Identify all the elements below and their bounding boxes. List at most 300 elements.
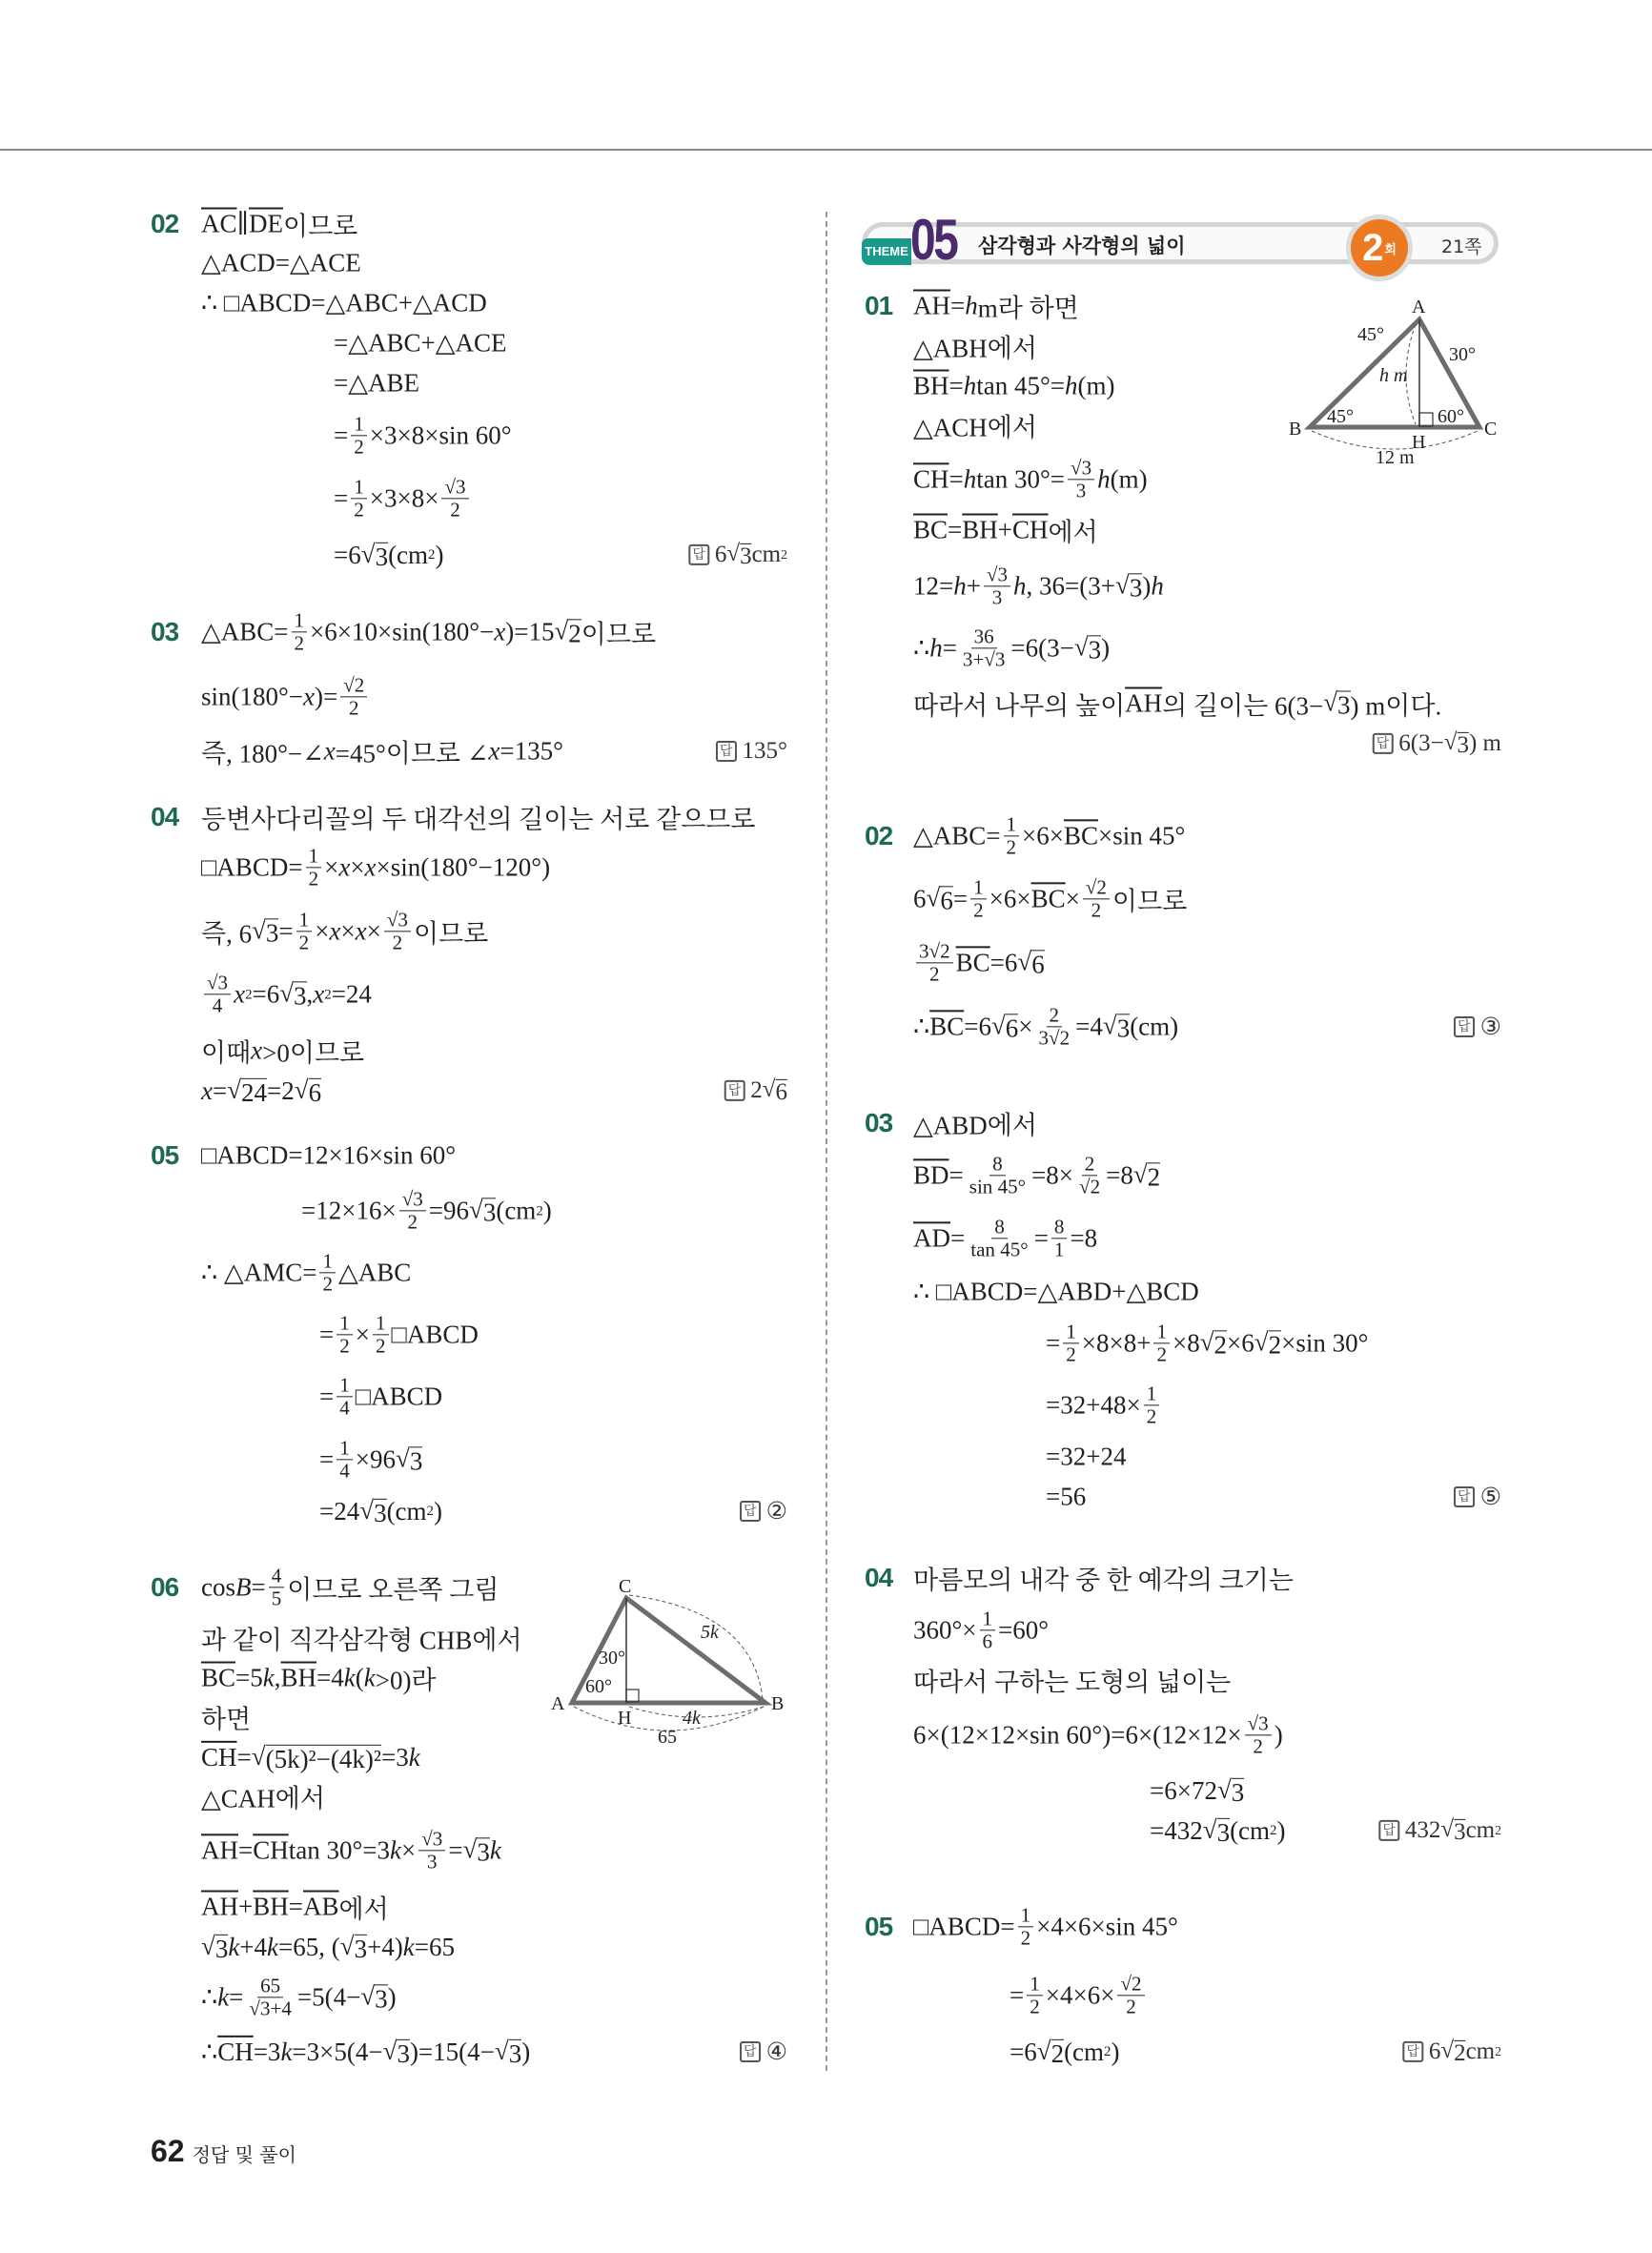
solution-line: [913, 1662, 1231, 1699]
denominator: sin 45°: [969, 1175, 1027, 1198]
square-root: [1200, 1328, 1227, 1359]
fraction: [319, 1250, 336, 1295]
fraction: [351, 413, 367, 458]
solution-line: [201, 1660, 437, 1697]
answer: 답 6 √ 3 cm 2: [688, 541, 787, 569]
text-run: ×sin(180°−120°): [376, 852, 551, 882]
text-run: ): [1101, 633, 1111, 663]
text-run: ): [1276, 1815, 1286, 1845]
text-run: ×4×6×sin 45°: [1036, 1912, 1178, 1941]
text-run: ): [542, 1196, 552, 1225]
text-run: =: [229, 1982, 244, 2012]
answer: 답 6 √ 2 cm 2: [1402, 2038, 1501, 2066]
text-run: +: [238, 1892, 254, 1921]
problem-number: 05: [865, 1912, 893, 1941]
solution-line: [334, 329, 507, 358]
text-run: )=15: [505, 617, 555, 646]
fraction: [340, 674, 367, 719]
answer-icon: 답: [688, 544, 709, 565]
denominator: 2: [1091, 898, 1102, 922]
numerator: 1: [980, 1608, 996, 1630]
denominator: 2: [1020, 1926, 1031, 1950]
square-root: [1017, 948, 1044, 978]
variable: k: [228, 1932, 240, 1961]
label-A: A: [1412, 297, 1426, 317]
denominator: 4: [212, 993, 223, 1017]
denominator: 2: [929, 962, 940, 986]
text-run: =△ABE: [334, 368, 419, 398]
text-run: 마름모의 내각 중 한 예각의 크기는: [913, 1566, 1294, 1595]
radicand: √ 3: [375, 1984, 388, 2014]
square-root: [1440, 2038, 1465, 2066]
text-run: 따라서 구하는 도형의 넓이는: [913, 1668, 1232, 1697]
numerator: 1: [351, 476, 367, 499]
fraction: [337, 1437, 353, 1482]
radicand: √ 3: [1231, 1777, 1245, 1807]
text-run: =: [950, 1223, 966, 1253]
text-run: cm: [1465, 2038, 1496, 2064]
angle-45-top: 45°: [1357, 324, 1384, 345]
numerator: 1: [351, 413, 367, 436]
square-root: [726, 541, 751, 569]
text-run: +: [997, 515, 1013, 544]
text-run: =96: [428, 1196, 469, 1225]
square-root: [1037, 2037, 1064, 2067]
solution-line: [913, 1278, 1199, 1307]
segment-label: $\overline{BC}$: [201, 1663, 236, 1692]
variable: k: [280, 2037, 293, 2066]
numerator: √3: [384, 909, 411, 932]
text-run: =: [319, 1382, 335, 1411]
text-run: sin(180°−: [201, 682, 304, 711]
fraction: [1063, 1321, 1079, 1365]
text-run: =: [334, 420, 349, 450]
problem-number: 03: [151, 617, 179, 646]
text-run: 과 같이 직각삼각형 CHB에서: [201, 1626, 522, 1655]
text-run: =: [236, 1742, 252, 1772]
radicand: √ 3: [1129, 573, 1143, 603]
segment-label: $\overline{AH}$: [201, 1835, 238, 1865]
text-run: =: [448, 1835, 463, 1865]
text-run: =12×16×: [301, 1196, 397, 1225]
fraction: [269, 1565, 285, 1609]
text-run: □ABCD=: [201, 852, 303, 882]
denominator: 2: [376, 1334, 386, 1358]
radicand: √ 2: [1214, 1330, 1228, 1360]
numerator: 1: [1153, 1321, 1170, 1343]
theme-title: 삼각형과 사각형의 넓이: [978, 235, 1186, 257]
answer: [1454, 1013, 1501, 1041]
solution-line: [201, 249, 361, 278]
text-run: ×: [324, 852, 339, 882]
numerator: 1: [970, 876, 987, 899]
solution-line: [1010, 1973, 1148, 2017]
text-run: ∴: [913, 1012, 930, 1041]
denominator: 3: [1075, 479, 1087, 502]
fraction: [351, 476, 367, 521]
square-root: [201, 1932, 228, 1962]
radicand: √ (5k)²−(4k)²: [265, 1744, 381, 1773]
round-badge: [1346, 215, 1413, 281]
solution-line: [201, 1033, 364, 1070]
text-run: △ABH에서: [913, 334, 1037, 363]
fraction: [292, 609, 308, 654]
square-root: [1074, 633, 1101, 664]
numerator: 2: [1082, 1153, 1098, 1176]
text-run: 6: [913, 884, 927, 913]
text-run: (cm: [1064, 2037, 1105, 2066]
label-B: B: [1289, 419, 1302, 440]
answer-icon: 답: [1402, 2041, 1423, 2062]
solution-line: [913, 457, 1148, 502]
variable: h: [963, 464, 977, 494]
solution-line: [913, 407, 1037, 444]
solution-line: [1150, 1775, 1244, 1806]
problem-number: 05: [151, 1140, 179, 1170]
text-run: , 36=(3+: [1026, 571, 1115, 601]
text-run: ,: [274, 1663, 281, 1692]
text-run: △ACD=△ACE: [201, 248, 361, 277]
numerator: √3: [441, 476, 468, 499]
text-run: =6: [334, 540, 361, 569]
text-run: tan 30°=: [976, 464, 1066, 494]
variable: k: [217, 1982, 230, 2012]
fraction: [967, 1153, 1029, 1198]
solution-line: [913, 1004, 1178, 1049]
text-run: =24: [319, 1496, 360, 1526]
variable: x: [329, 916, 341, 946]
square-root: [340, 1932, 367, 1962]
text-run: (cm: [496, 1196, 537, 1225]
radicand: √ 6: [1031, 950, 1045, 979]
radicand: √ 3: [740, 543, 752, 569]
text-run: ×8: [1172, 1328, 1200, 1358]
text-run: △CAH에서: [201, 1784, 325, 1813]
angle-30: 30°: [1449, 344, 1476, 365]
denominator: 2: [1030, 1995, 1040, 2018]
denominator: 2: [298, 931, 310, 954]
denominator: 1: [1053, 1238, 1065, 1261]
text-run: 이므로: [283, 212, 358, 241]
square-root: [396, 1444, 422, 1475]
text-run: ×4×6×: [1045, 1980, 1115, 2010]
denominator: 2: [1156, 1342, 1167, 1366]
fraction: [418, 1828, 445, 1873]
text-run: ×: [1018, 1012, 1033, 1041]
text-run: 6(3−: [1398, 730, 1444, 756]
text-run: +: [966, 571, 981, 601]
text-run: □ABCD=: [913, 1912, 1015, 1941]
text-run: ×: [401, 1835, 417, 1865]
solution-line: [913, 1105, 1037, 1142]
text-run: ∴ △AMC=: [201, 1258, 317, 1287]
text-run: (cm): [1130, 1012, 1179, 1041]
denominator: 3+√3: [962, 647, 1006, 671]
text-run: =8: [1106, 1160, 1133, 1190]
segment-label: $\overline{AH}$: [201, 1892, 238, 1921]
segment-label: $\overline{BC}$: [955, 948, 990, 977]
text-run: =4: [316, 1663, 344, 1692]
square-root: [1444, 729, 1469, 758]
solution-line: [334, 369, 419, 399]
text-run: △ACH에서: [913, 413, 1037, 442]
answer: 답 432 √ 3 cm 2: [1378, 1816, 1501, 1845]
segment-label: $\overline{BH}$: [253, 1892, 289, 1921]
text-run: 6×(12×12×sin 60°)=6×(12×12×: [913, 1720, 1242, 1750]
text-run: =32+24: [1046, 1442, 1127, 1471]
page-number: 62: [151, 2134, 185, 2168]
answer: [724, 1076, 787, 1105]
variable: h: [965, 291, 978, 320]
problem-number: 04: [151, 802, 179, 831]
variable: x: [364, 852, 377, 882]
radicand: √ 3: [477, 1837, 490, 1867]
text-run: 즉, 6: [201, 919, 253, 949]
denominator: 2: [1066, 1342, 1076, 1366]
text-run: =65, (: [278, 1932, 340, 1961]
right-angle-mark: [626, 1690, 639, 1702]
fraction: [1051, 1216, 1068, 1260]
text-run: ×96: [355, 1444, 396, 1474]
label-B: B: [771, 1693, 785, 1714]
radicand: √ 6: [308, 1077, 322, 1107]
solution-line: [913, 288, 1079, 325]
triangle-abc: [1310, 319, 1479, 427]
radicand: √ 2: [1147, 1162, 1161, 1192]
height-arc: [1406, 324, 1416, 424]
text-run: 의 길이는 6(3−: [1162, 691, 1324, 721]
text-run: △ABC: [337, 1258, 412, 1287]
text-run: =135°: [500, 736, 563, 766]
denominator: 2: [294, 631, 305, 655]
text-run: =6: [252, 979, 280, 1009]
angle-45-bottom: 45°: [1327, 406, 1354, 427]
text-run: 등변사다리꼴의 두 대각선의 길이는 서로 같으므로: [201, 805, 756, 834]
fraction: [960, 625, 1008, 670]
solution-line: [319, 1437, 422, 1482]
solution-line: [201, 1620, 522, 1657]
solution-line: =12×16× $\frac{√3}{2}$ =96 √ 3 (cm 2 ): [301, 1188, 552, 1233]
numerator: √3: [399, 1188, 426, 1211]
text-run: ): [433, 1496, 442, 1526]
numerator: 1: [1027, 1973, 1043, 1996]
fraction: [984, 563, 1010, 608]
square-root: [383, 2037, 410, 2067]
fraction: [1018, 1904, 1034, 1949]
text-run: ): [1111, 2037, 1120, 2066]
answer-icon: 답: [1378, 1820, 1399, 1841]
text-run: =3: [253, 2037, 281, 2066]
answer-icon: 답: [1454, 1016, 1475, 1037]
text-run: =: [251, 1572, 266, 1602]
text-run: +4): [367, 1932, 403, 1961]
solution-line: [201, 1778, 325, 1815]
text-run: cos: [201, 1572, 235, 1602]
text-run: ) m: [1468, 730, 1501, 756]
text-run: ): [387, 1982, 397, 2012]
solution-line: [201, 609, 656, 654]
radicand: √ 24: [241, 1077, 268, 1107]
denominator: 2: [354, 435, 364, 459]
text-run: =4: [1075, 1012, 1103, 1041]
text-run: =45°이므로 ∠: [335, 739, 489, 768]
variable: k: [390, 1835, 401, 1865]
solution-line: [913, 686, 1441, 723]
segment-label: $\overline{CH}$: [217, 2037, 254, 2066]
text-run: ×sin 30°: [1281, 1328, 1369, 1358]
text-run: 360°×: [913, 1615, 977, 1645]
problem-number: 01: [865, 291, 893, 320]
fraction: [1083, 876, 1110, 921]
angle-30: 30°: [599, 1648, 625, 1669]
problem-number: 04: [865, 1563, 893, 1592]
segment-label: $\overline{CH}$: [201, 1742, 237, 1772]
square-root: [295, 1075, 321, 1106]
text-run: =: [948, 371, 964, 400]
segment-label: $\overline{AB}$: [302, 1892, 339, 1921]
numerator: 2: [1047, 1004, 1063, 1027]
square-root: [927, 884, 953, 914]
numerator: 1: [296, 909, 313, 932]
solution-line: [1046, 1483, 1086, 1512]
numerator: √3: [204, 972, 231, 994]
problem-number: 02: [865, 821, 893, 850]
solution-line: [201, 1889, 389, 1926]
round-suffix: 회: [1384, 241, 1397, 256]
tree-diagram: [1289, 297, 1497, 468]
square-root: [991, 1012, 1018, 1042]
text-run: m라 하면: [977, 294, 1079, 323]
text-run: =6×72: [1150, 1775, 1217, 1805]
numerator: 1: [292, 609, 308, 632]
text-run: >0)라: [375, 1666, 437, 1695]
text-run: =65: [414, 1932, 456, 1961]
radicand: √ 3: [214, 1934, 229, 1963]
square-root: [1323, 688, 1350, 719]
solution-line: [913, 940, 1045, 985]
text-run: ∥: [236, 209, 249, 238]
denominator: √3+4: [249, 1997, 292, 2020]
solution-line: [913, 1560, 1294, 1597]
segment-label: $\overline{DE}$: [249, 209, 283, 238]
solution-line: [913, 1216, 1097, 1260]
variable: x: [494, 617, 506, 646]
triangle-chb-diagram: [551, 1576, 784, 1748]
variable: k: [262, 1663, 275, 1692]
solution-line: [913, 1712, 1283, 1757]
text-run: △ABC=: [913, 821, 1001, 850]
text-run: 따라서 나무의 높이: [913, 691, 1126, 721]
text-run: ∴: [201, 1982, 218, 2012]
square-root: [1115, 571, 1142, 602]
label-5k: 5k: [701, 1622, 719, 1643]
text-run: =: [238, 1835, 254, 1865]
text-run: ∴ □ABCD=△ABD+△BCD: [913, 1277, 1199, 1306]
denominator: 2: [392, 931, 403, 954]
text-run: □ABCD=12×16×sin 60°: [201, 1140, 457, 1170]
label-H: H: [618, 1708, 632, 1729]
segment-label: $\overline{CH}$: [253, 1835, 289, 1865]
text-run: ×6×10×sin(180°−: [310, 617, 495, 646]
solution-line: [913, 1153, 1160, 1198]
text-run: =: [948, 464, 964, 494]
radicand: √ 6: [1005, 1014, 1019, 1043]
fraction: [916, 940, 953, 985]
text-run: =: [319, 1444, 335, 1474]
variable: k: [363, 1663, 376, 1692]
square-root: [359, 1496, 386, 1526]
angle-60: 60°: [1438, 406, 1464, 427]
right-angle-mark: [1419, 413, 1433, 426]
text-run: △ABD에서: [913, 1111, 1037, 1140]
text-run: □ABCD: [355, 1382, 443, 1411]
square-root: [1440, 1816, 1465, 1845]
numerator: 1: [337, 1312, 353, 1335]
variable: x: [488, 736, 500, 766]
numerator: 1: [337, 1437, 353, 1460]
label-H: H: [1412, 432, 1426, 453]
square-root: [1103, 1012, 1130, 1042]
square-root: [463, 1835, 490, 1866]
variable: x: [251, 1035, 263, 1065]
text-run: 이므로: [1112, 887, 1188, 916]
denominator: 2: [308, 867, 319, 891]
column-divider: [826, 212, 827, 2071]
footer-label: 정답 및 풀이: [192, 2143, 296, 2166]
label-C: C: [619, 1576, 632, 1597]
text-run: ×8×8+: [1081, 1328, 1152, 1358]
text-run: ③: [1479, 1014, 1501, 1040]
fraction: [1036, 1004, 1073, 1049]
height-label: h m: [1379, 365, 1408, 386]
text-run: 즉, 180°−∠: [201, 739, 324, 768]
radicand: √ 3: [265, 918, 279, 948]
text-run: 이때: [201, 1038, 252, 1068]
text-run: (cm: [1230, 1815, 1271, 1845]
square-root: [1254, 1328, 1281, 1359]
radicand: √ 3: [482, 1198, 497, 1227]
square-root: [469, 1196, 496, 1226]
numerator: √3: [1245, 1712, 1272, 1735]
text-run: 이므로: [413, 919, 489, 949]
fraction: [296, 909, 313, 953]
text-run: =56: [1046, 1482, 1087, 1511]
triangle-acb: [572, 1598, 765, 1703]
answer: [1454, 1483, 1501, 1511]
segment-label: $\overline{AH}$: [913, 291, 950, 320]
answer-icon: 답: [740, 2041, 761, 2062]
text-run: 이므로: [581, 620, 657, 649]
text-run: =△ABC+△ACE: [334, 328, 507, 358]
text-run: 6: [714, 542, 727, 567]
text-run: ×3×8×sin 60°: [369, 420, 512, 450]
solution-line: [201, 289, 487, 318]
radicand: √ 3: [1088, 635, 1102, 665]
fraction: [968, 1216, 1030, 1260]
text-run: (cm: [388, 540, 429, 569]
solution-line: [913, 328, 1037, 365]
solution-line: =6 √ 2 (cm 2 ): [1010, 2037, 1119, 2067]
text-run: =: [950, 291, 966, 320]
text-run: ×6×: [989, 884, 1031, 913]
text-run: ×: [355, 1320, 370, 1349]
denominator: 2: [1146, 1404, 1157, 1428]
variable: x: [303, 682, 316, 711]
text-run: cm: [751, 542, 782, 567]
solution-line: [201, 1565, 499, 1609]
radicand: √ 3: [409, 1446, 423, 1476]
fraction: [970, 876, 987, 921]
